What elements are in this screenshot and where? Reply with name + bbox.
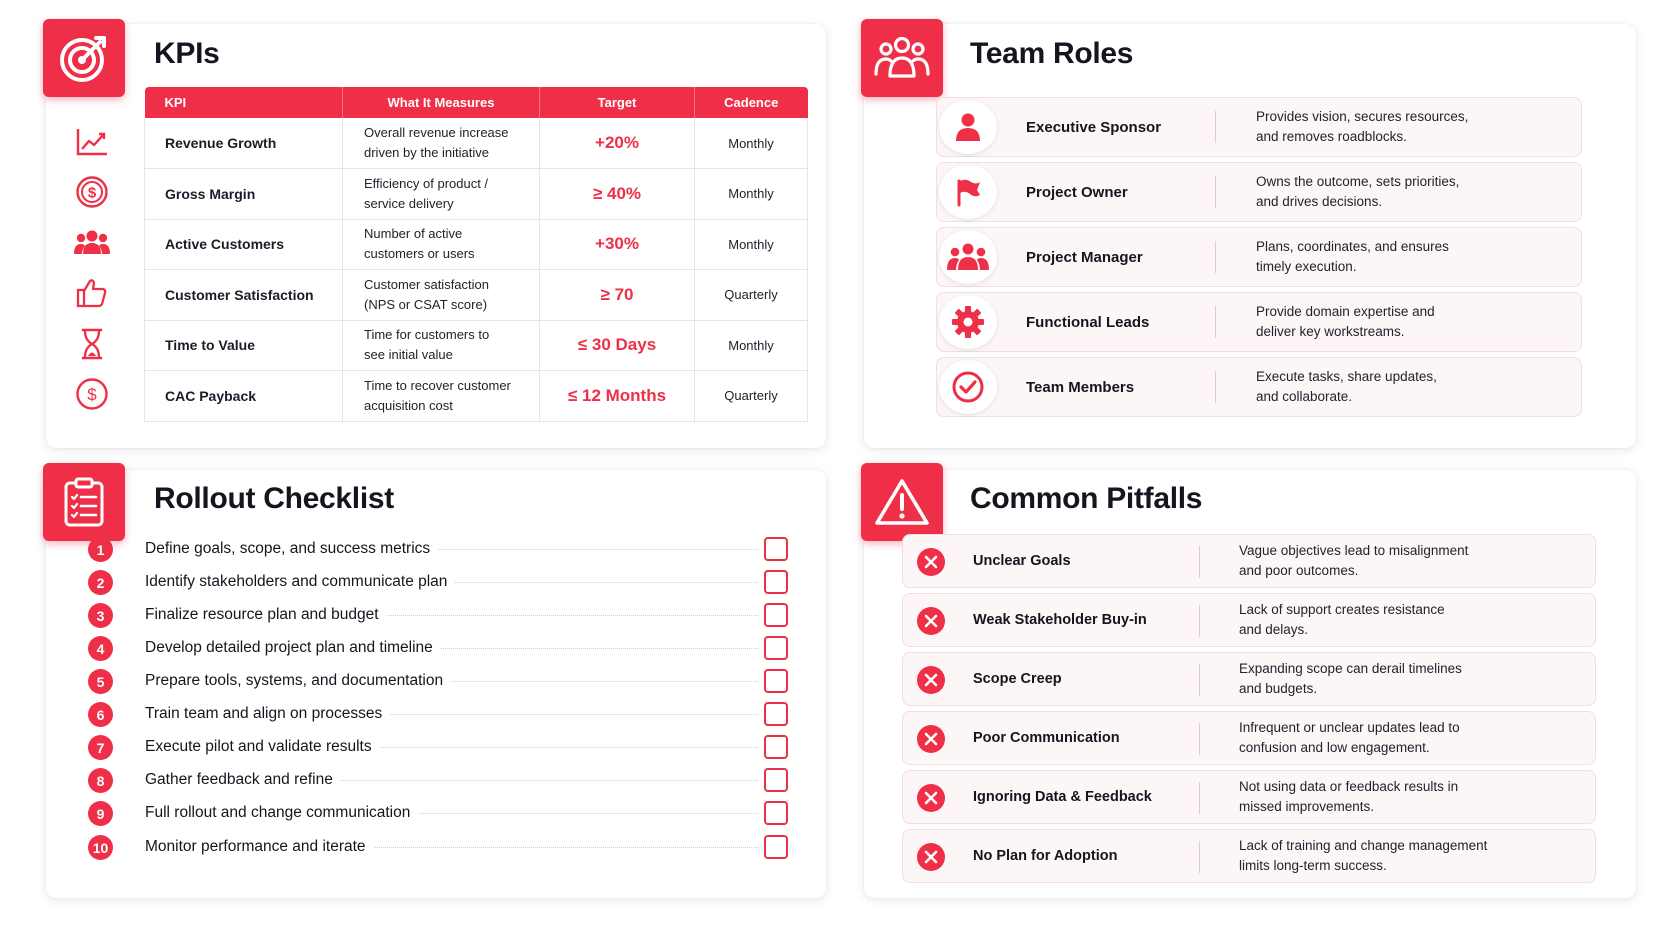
users-group-icon xyxy=(70,225,114,261)
step-checkbox[interactable] xyxy=(764,835,788,859)
list-item xyxy=(86,666,798,696)
step-label: Execute pilot and validate results xyxy=(145,732,380,762)
divider xyxy=(1199,723,1200,755)
svg-text:$: $ xyxy=(87,184,97,202)
pitfalls-badge xyxy=(861,463,943,541)
pitfall-name: Poor Communication xyxy=(973,730,1120,746)
divider xyxy=(1215,306,1216,338)
team-roles-title: Team Roles xyxy=(970,37,1134,70)
kpi-cadence: Quarterly xyxy=(695,371,808,422)
x-circle-icon xyxy=(917,666,945,694)
list-item xyxy=(86,633,798,663)
list-item xyxy=(86,798,798,828)
pitfall-description: Vague objectives lead to misalignment and poor outcomes. xyxy=(1239,543,1469,578)
step-number: 7 xyxy=(88,735,113,760)
table-row xyxy=(145,270,808,321)
pitfalls-title: Common Pitfalls xyxy=(970,482,1203,515)
step-number: 4 xyxy=(88,636,113,661)
step-number: 3 xyxy=(88,603,113,628)
kpi-name: Time to Value xyxy=(145,320,343,371)
kpi-cadence: Monthly xyxy=(695,169,808,220)
list-item xyxy=(86,600,798,630)
x-circle-icon xyxy=(917,784,945,812)
divider xyxy=(1199,664,1200,696)
step-label: Finalize resource plan and budget xyxy=(145,600,387,630)
kpi-measure: Number of active customers or users xyxy=(343,219,540,270)
gear-icon xyxy=(951,305,985,339)
role-row xyxy=(936,357,1582,417)
table-row xyxy=(145,320,808,371)
role-icon-circle xyxy=(939,100,997,154)
pitfall-row xyxy=(902,593,1596,647)
step-number: 10 xyxy=(88,835,113,860)
pitfall-name: Ignoring Data & Feedback xyxy=(973,789,1152,805)
step-checkbox[interactable] xyxy=(764,570,788,594)
warning-icon xyxy=(874,477,930,527)
step-checkbox[interactable] xyxy=(764,636,788,660)
pitfall-row xyxy=(902,652,1596,706)
kpi-measure: Time for customers to see initial value xyxy=(343,320,540,371)
pitfall-row xyxy=(902,770,1596,824)
step-label: Prepare tools, systems, and documentation xyxy=(145,666,451,696)
kpi-measure: Time to recover customer acquisition cost xyxy=(343,371,540,422)
checklist-badge xyxy=(43,463,125,541)
x-circle-icon xyxy=(917,548,945,576)
step-label: Develop detailed project plan and timeline xyxy=(145,633,441,663)
pitfall-name: No Plan for Adoption xyxy=(973,848,1118,864)
kpi-name: Gross Margin xyxy=(145,169,343,220)
pitfall-row xyxy=(902,534,1596,588)
kpi-header-target: Target xyxy=(540,87,695,118)
kpi-target: ≥ 40% xyxy=(540,169,695,220)
role-name: Project Manager xyxy=(1026,248,1143,266)
kpi-name: Revenue Growth xyxy=(145,118,343,169)
role-name: Functional Leads xyxy=(1026,313,1150,331)
group-icon xyxy=(946,242,990,272)
step-number: 6 xyxy=(88,702,113,727)
step-checkbox[interactable] xyxy=(764,768,788,792)
role-row xyxy=(936,292,1582,352)
pitfall-name: Unclear Goals xyxy=(973,553,1071,569)
divider xyxy=(1199,841,1200,873)
kpi-target: ≥ 70 xyxy=(540,270,695,321)
step-checkbox[interactable] xyxy=(764,735,788,759)
kpi-table-header xyxy=(145,87,808,118)
x-circle-icon xyxy=(917,607,945,635)
table-row xyxy=(145,118,808,169)
checklist-title: Rollout Checklist xyxy=(154,482,394,515)
list-item xyxy=(86,832,798,862)
step-label: Train team and align on processes xyxy=(145,699,390,729)
role-row xyxy=(936,227,1582,287)
pitfall-name: Scope Creep xyxy=(973,671,1062,687)
role-description: Execute tasks, share updates, and collaborate. xyxy=(1256,369,1437,404)
step-number: 2 xyxy=(88,570,113,595)
role-name: Project Owner xyxy=(1026,183,1128,201)
step-checkbox[interactable] xyxy=(764,702,788,726)
role-description: Provide domain expertise and deliver key workstreams. xyxy=(1256,304,1435,339)
role-description: Plans, coordinates, and ensures timely execution. xyxy=(1256,239,1449,274)
step-number: 5 xyxy=(88,669,113,694)
list-item xyxy=(86,699,798,729)
pitfall-description: Infrequent or unclear updates lead to confusion and low engagement. xyxy=(1239,720,1460,755)
divider xyxy=(1215,176,1216,208)
kpi-measure: Efficiency of product / service delivery xyxy=(343,169,540,220)
kpi-table xyxy=(144,87,808,422)
kpis-badge xyxy=(43,19,125,97)
list-item xyxy=(86,534,798,564)
divider xyxy=(1215,111,1216,143)
step-label: Define goals, scope, and success metrics xyxy=(145,534,438,564)
person-icon xyxy=(953,112,983,142)
step-label: Identify stakeholders and communicate plan xyxy=(145,567,455,597)
target-icon xyxy=(58,32,110,84)
kpi-target: +30% xyxy=(540,219,695,270)
divider xyxy=(1199,605,1200,637)
kpi-name: Customer Satisfaction xyxy=(145,270,343,321)
table-row xyxy=(145,169,808,220)
kpi-header-measures: What It Measures xyxy=(343,87,540,118)
list-item xyxy=(86,765,798,795)
step-number: 1 xyxy=(88,537,113,562)
pitfall-row xyxy=(902,711,1596,765)
thumbs-up-icon xyxy=(70,275,114,311)
divider xyxy=(1215,241,1216,273)
kpi-cadence: Monthly xyxy=(695,118,808,169)
pitfall-row xyxy=(902,829,1596,883)
role-icon-circle xyxy=(939,360,997,414)
hourglass-icon xyxy=(70,326,114,362)
team-icon xyxy=(873,36,931,80)
divider xyxy=(1215,371,1216,403)
check-circle-icon xyxy=(951,370,985,404)
role-name: Executive Sponsor xyxy=(1026,118,1162,136)
table-row xyxy=(145,371,808,422)
step-label: Monitor performance and iterate xyxy=(145,832,374,862)
list-item xyxy=(86,732,798,762)
role-description: Provides vision, secures resources, and removes roadblocks. xyxy=(1256,109,1469,144)
role-name: Team Members xyxy=(1026,378,1135,396)
kpi-measure: Overall revenue increase driven by the initiative xyxy=(343,118,540,169)
kpi-cadence: Monthly xyxy=(695,219,808,270)
role-row xyxy=(936,162,1582,222)
team-roles-badge xyxy=(861,19,943,97)
step-label: Full rollout and change communication xyxy=(145,798,418,828)
step-number: 8 xyxy=(88,768,113,793)
svg-text:$: $ xyxy=(87,385,97,404)
kpi-header-cadence: Cadence xyxy=(695,87,808,118)
role-icon-circle xyxy=(939,165,997,219)
divider xyxy=(1199,782,1200,814)
x-circle-icon xyxy=(917,725,945,753)
x-circle-icon xyxy=(917,843,945,871)
role-icon-circle xyxy=(939,295,997,349)
kpi-cadence: Quarterly xyxy=(695,270,808,321)
pitfall-description: Not using data or feedback results in missed improvements. xyxy=(1239,779,1459,814)
pitfall-name: Weak Stakeholder Buy-in xyxy=(973,612,1147,628)
dollar-circle-icon xyxy=(70,376,114,412)
dollar-coin-icon xyxy=(70,174,114,210)
step-checkbox[interactable] xyxy=(764,801,788,825)
step-checkbox[interactable] xyxy=(764,603,788,627)
role-description: Owns the outcome, sets priorities, and drives decisions. xyxy=(1256,174,1460,209)
step-checkbox[interactable] xyxy=(764,669,788,693)
kpi-name: CAC Payback xyxy=(145,371,343,422)
clipboard-icon xyxy=(63,477,105,527)
kpi-measure: Customer satisfaction (NPS or CSAT score) xyxy=(343,270,540,321)
kpi-cadence: Monthly xyxy=(695,320,808,371)
kpi-name: Active Customers xyxy=(145,219,343,270)
pitfall-description: Lack of support creates resistance and delays. xyxy=(1239,602,1445,637)
kpi-target: ≤ 12 Months xyxy=(540,371,695,422)
step-number: 9 xyxy=(88,801,113,826)
role-icon-circle xyxy=(939,230,997,284)
divider xyxy=(1199,546,1200,578)
list-item xyxy=(86,567,798,597)
table-row xyxy=(145,219,808,270)
step-label: Gather feedback and refine xyxy=(145,765,341,795)
kpi-target: ≤ 30 Days xyxy=(540,320,695,371)
line-chart-icon xyxy=(70,124,114,160)
kpis-title: KPIs xyxy=(154,37,220,70)
step-checkbox[interactable] xyxy=(764,537,788,561)
role-row xyxy=(936,97,1582,157)
pitfall-description: Expanding scope can derail timelines and budgets. xyxy=(1239,661,1462,696)
kpi-header-kpi: KPI xyxy=(145,87,343,118)
flag-icon xyxy=(953,177,983,207)
pitfall-description: Lack of training and change management limits long-term success. xyxy=(1239,838,1488,873)
kpi-target: +20% xyxy=(540,118,695,169)
